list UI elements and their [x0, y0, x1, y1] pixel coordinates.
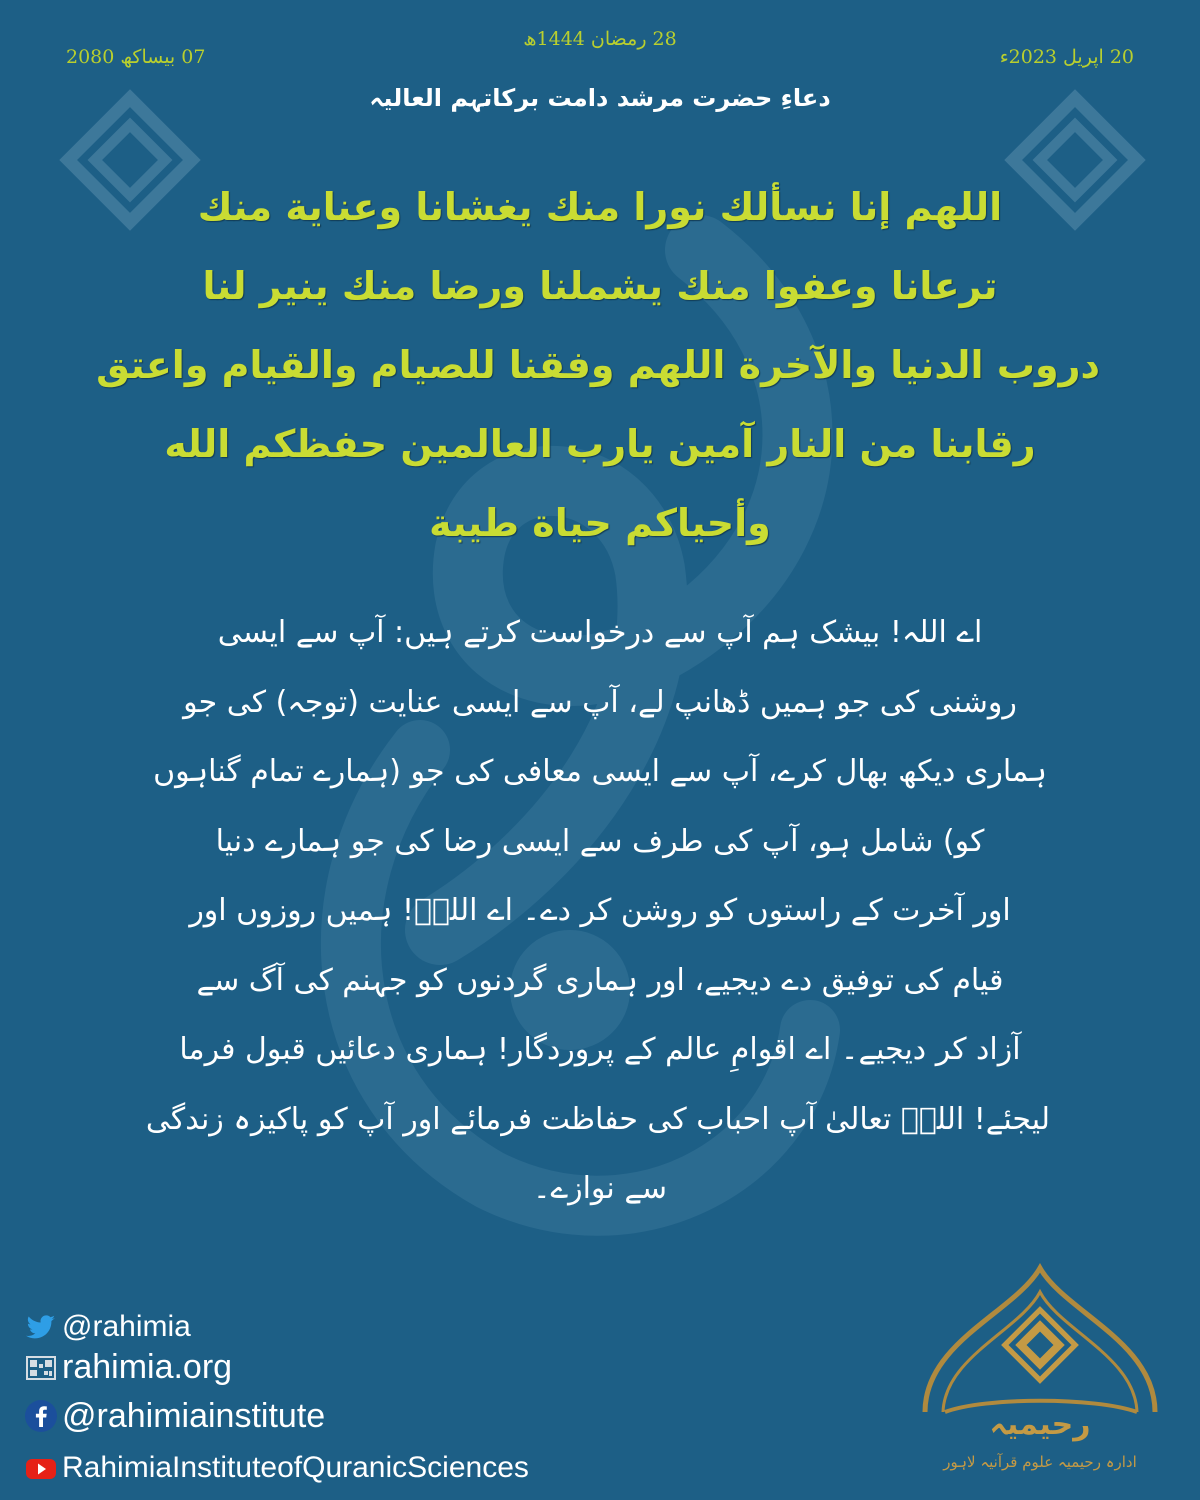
website-link[interactable]: [24, 1346, 529, 1388]
arabic-dua-block: [96, 168, 1100, 563]
urdu-translation-line: لیجئے! اللہؔ تعالیٰ آپ احباب کی حفاظت فرمائے اور آپ کو پاکیزہ زندگی: [145, 1101, 1050, 1137]
urdu-translation-line: قیام کی توفیق دے دیجیے، اور ہماری گردنوں کو جہنم کی آگ سے: [196, 962, 1004, 998]
arabic-dua-line: اللھم إنا نسألك نورا منك يغشانا وعناية منك: [197, 185, 1003, 229]
arabic-dua-line: دروب الدنيا والآخرة اللھم وفقنا للصيام والقيام واعتق: [96, 343, 1100, 387]
rahimia-logo: [905, 1262, 1175, 1492]
arabic-dua-line: ترعانا وعفوا منك يشملنا ورضا منك ينير لنا: [202, 264, 998, 308]
website-url: rahimia.org: [62, 1347, 233, 1386]
gregorian-date: 20 اپریل 2023ء: [999, 46, 1134, 68]
social-links: [24, 1308, 529, 1492]
urdu-translation-line: ہماری دیکھ بھال کرے، آپ سے ایسی معافی کی جو (ہمارے تمام گناہوں: [153, 754, 1047, 789]
urdu-translation-line: آزاد کر دیجیے۔ اے اقوامِ عالم کے پروردگار! ہماری دعائیں قبول فرما: [179, 1032, 1021, 1067]
page-title: دعاءِ حضرت مرشد دامت برکاتہم العالیہ: [369, 84, 831, 112]
arabic-dua-line: رقابنا من النار آمين يارب العالمين حفظكم الله: [164, 422, 1036, 466]
youtube-icon: [24, 1451, 58, 1485]
youtube-channel: RahimiaInstituteofQuranicSciences: [62, 1451, 529, 1484]
facebook-handle: @rahimiainstitute: [62, 1396, 326, 1435]
urdu-translation-line: روشنی کی جو ہمیں ڈھانپ لے، آپ سے ایسی عنایت (توجہ) کی جو: [183, 684, 1017, 720]
urdu-translation-line: اور آخرت کے راستوں کو روشن کر دے۔ اے اللہؔ! ہمیں روزوں اور: [189, 893, 1011, 928]
twitter-icon: [24, 1310, 58, 1344]
qr-code-icon: [24, 1350, 58, 1384]
bikrami-date: 07 بیساکھ 2080: [66, 46, 206, 68]
urdu-translation-line: اے اللہ! بیشک ہم آپ سے درخواست کرتے ہیں: آپ سے ایسی: [217, 615, 983, 650]
twitter-handle: @rahimia: [62, 1310, 191, 1343]
logo-name: رحیمیہ: [989, 1407, 1091, 1442]
hijri-date: 28 رمضان 1444ھ: [523, 28, 677, 50]
urdu-translation-block: [145, 598, 1050, 1224]
twitter-link[interactable]: [24, 1308, 529, 1346]
facebook-icon: [24, 1399, 58, 1433]
facebook-link[interactable]: [24, 1388, 529, 1444]
arabic-dua-line: وأحياكم حياة طيبة: [429, 501, 771, 545]
urdu-translation-line: کو) شامل ہو، آپ کی طرف سے ایسی رضا کی جو ہمارے دنیا: [215, 823, 985, 859]
logo-subtitle: ادارہ رحیمیہ علوم قرآنیہ لاہور: [943, 1453, 1137, 1471]
youtube-link[interactable]: [24, 1444, 529, 1492]
urdu-translation-line: سے نوازے۔: [532, 1171, 668, 1206]
